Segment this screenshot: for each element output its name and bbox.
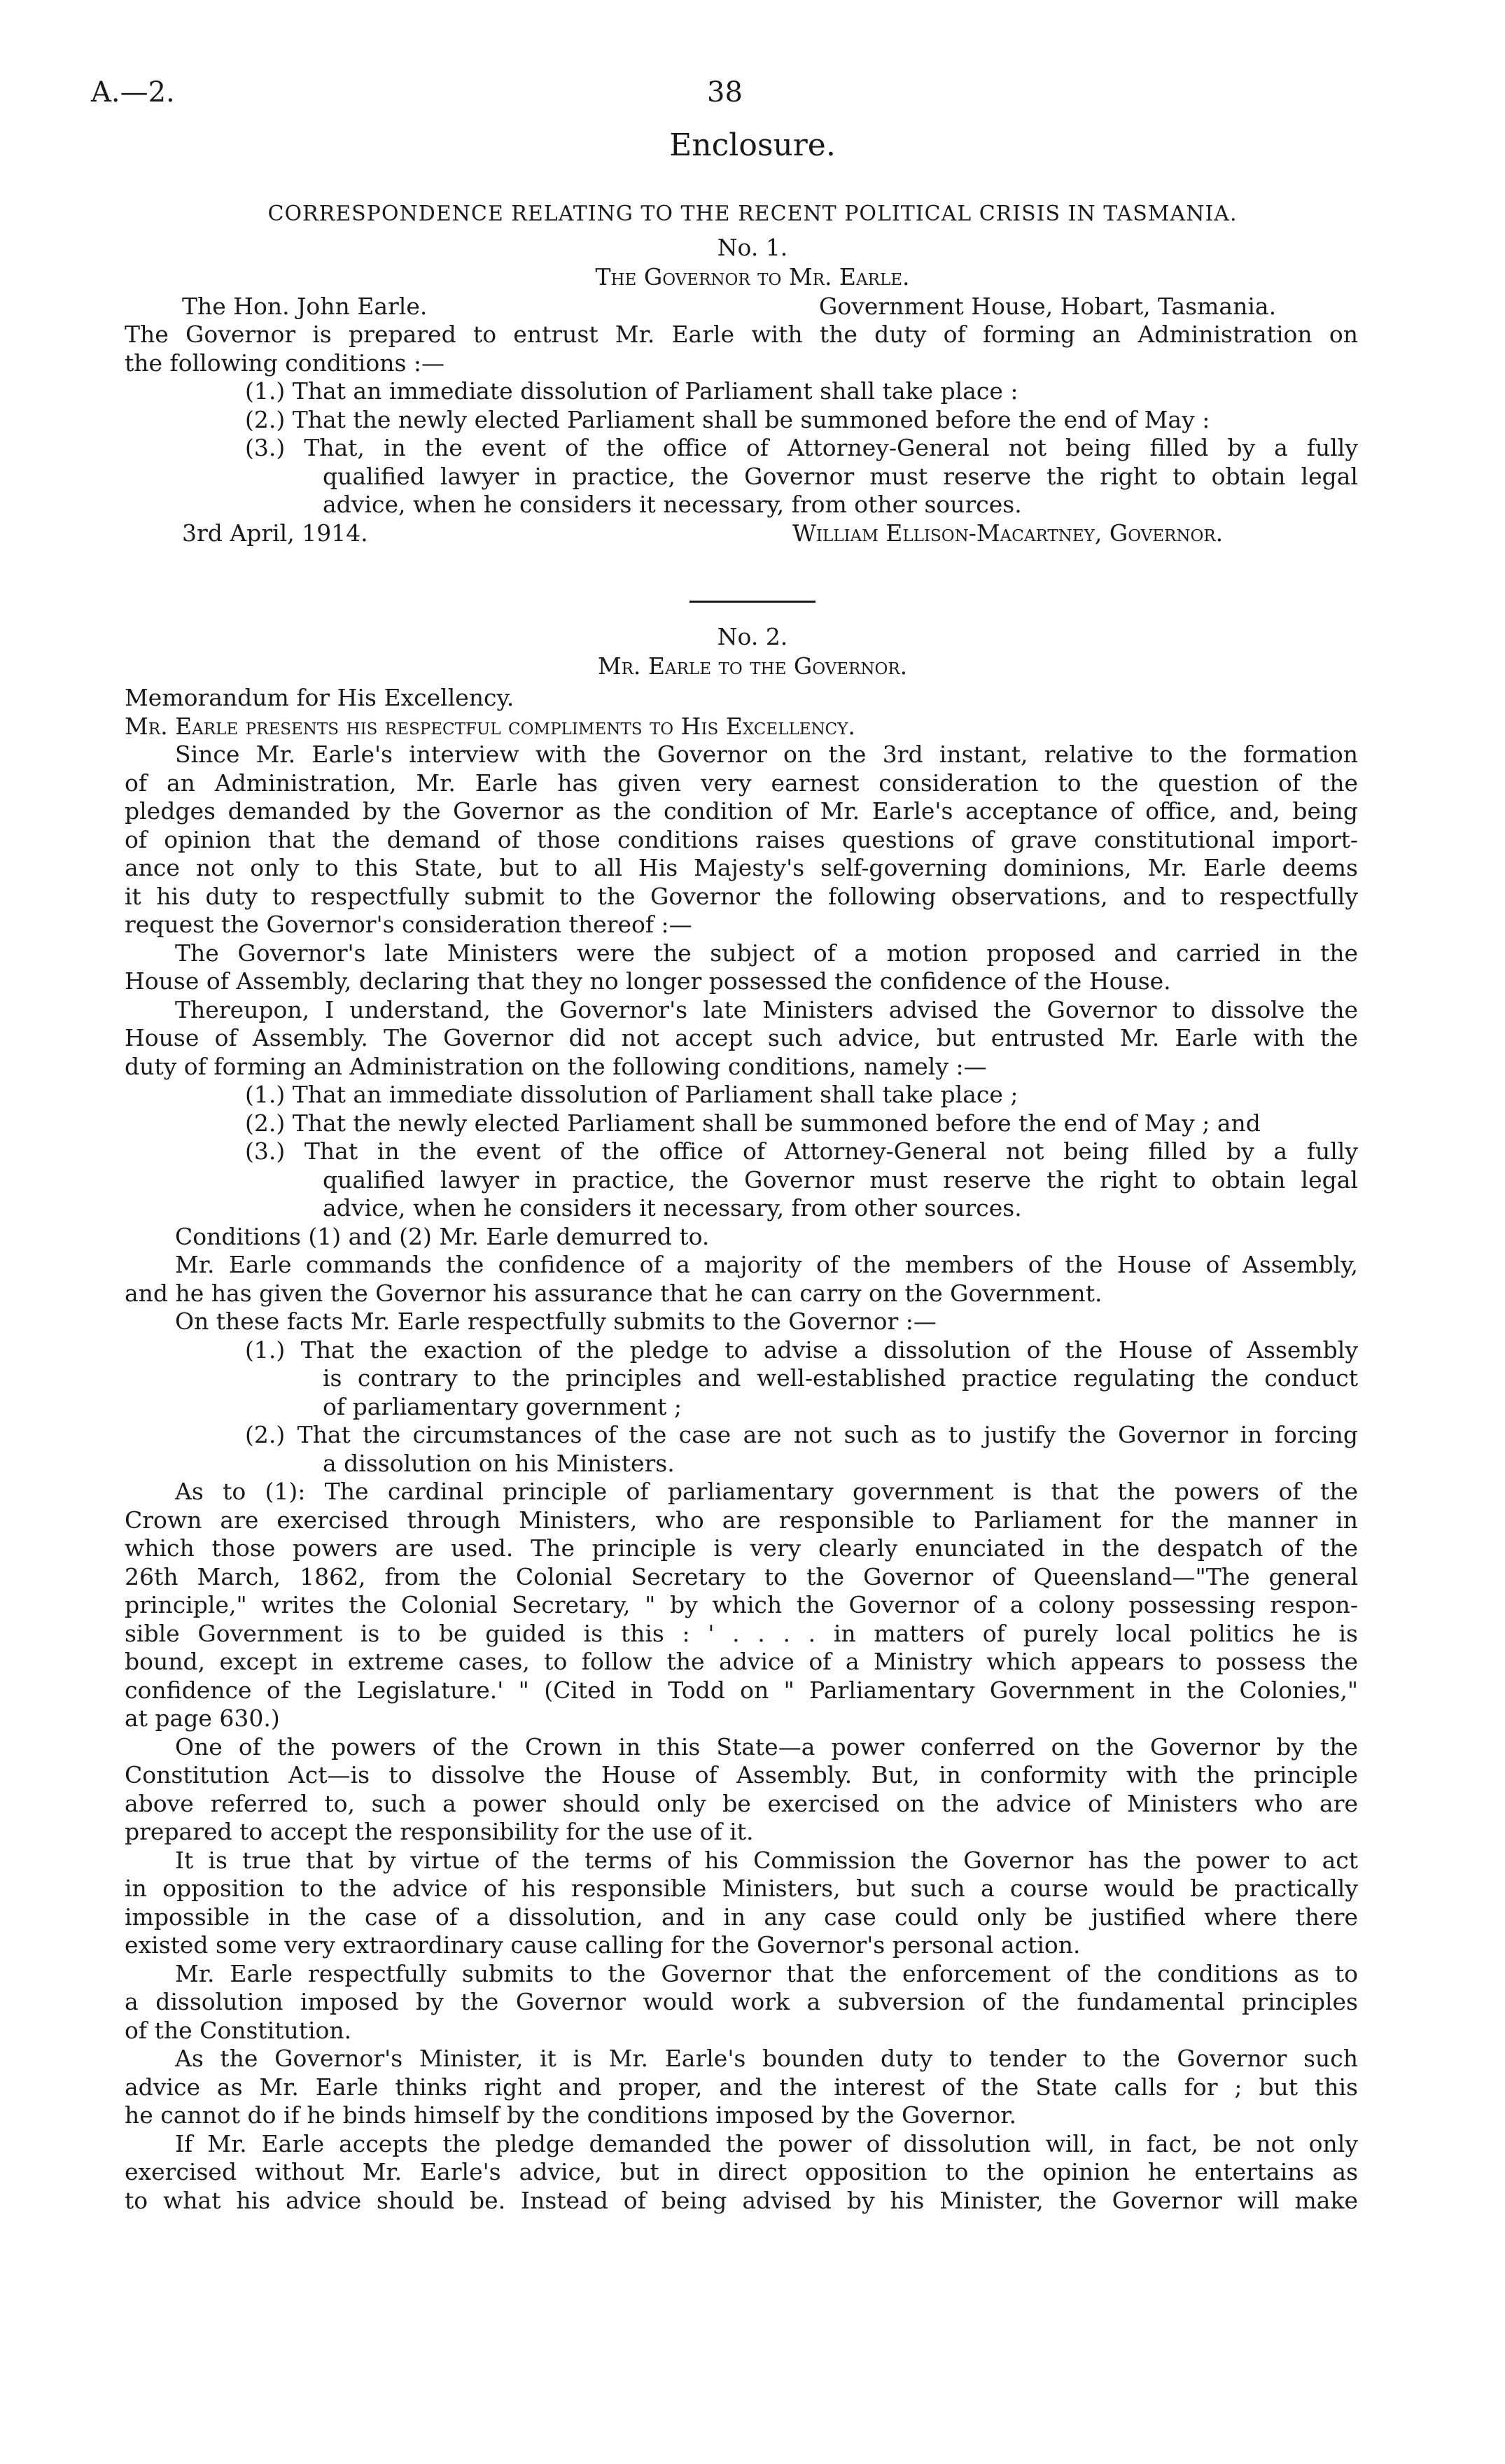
paragraph-line: and he has given the Governor his assurance that he can carry on the Government. bbox=[125, 1279, 1102, 1307]
condition-item: (1.) That an immediate dissolution of Parliament shall take place ; bbox=[245, 1081, 1018, 1108]
paragraph-line: impossible in the case of a dissolution, and in any case could only be justified where there bbox=[125, 1903, 1358, 1931]
doc1-date: 3rd April, 1914. bbox=[182, 519, 368, 547]
submission-item-cont: is contrary to the principles and well-established practice regulating the conduct bbox=[323, 1364, 1358, 1392]
paragraph-line: at page 630.) bbox=[125, 1704, 280, 1732]
doc1-heading: The Governor to Mr. Earle. bbox=[595, 263, 910, 290]
paragraph-line: If Mr. Earle accepts the pledge demanded the power of dissolution will, in fact, be not only bbox=[175, 2129, 1358, 2157]
submission-item-cont: of parliamentary government ; bbox=[323, 1392, 682, 1420]
doc1-line: the following conditions :— bbox=[125, 349, 445, 377]
paragraph-line: bound, except in extreme cases, to follow the advice of a Ministry which appears to possess the bbox=[125, 1648, 1358, 1675]
paragraph-line: sible Government is to be guided is this : ' . . . . in matters of purely local politics he is bbox=[125, 1619, 1358, 1647]
paragraph-line: he cannot do if he binds himself by the conditions imposed by the Governor. bbox=[125, 2101, 1016, 2129]
page-identifier: A.—2. bbox=[91, 76, 175, 108]
doc1-condition: (1.) That an immediate dissolution of Parliament shall take place : bbox=[245, 377, 1018, 405]
paragraph-line: Mr. Earle respectfully submits to the Governor that the enforcement of the conditions as to bbox=[175, 1959, 1358, 1987]
condition-item: (3.) That in the event of the office of Attorney-General not being filled by a fully bbox=[245, 1138, 1358, 1165]
paragraph-line: Constitution Act—is to dissolve the House of Assembly. But, in conformity with the principle bbox=[125, 1761, 1358, 1788]
doc1-condition: (3.) That, in the event of the office of Attorney-General not being filled by a fully bbox=[245, 434, 1358, 461]
paragraph-line: of opinion that the demand of those conditions raises questions of grave constitutional import- bbox=[125, 825, 1358, 853]
submission-item: (1.) That the exaction of the pledge to advise a dissolution of the House of Assembly bbox=[245, 1336, 1358, 1364]
paragraph-line: existed some very extraordinary cause calling for the Governor's personal action. bbox=[125, 1931, 1081, 1959]
paragraph-line: As to (1): The cardinal principle of parliamentary government is that the powers of the bbox=[175, 1478, 1358, 1505]
doc1-condition-cont: qualified lawyer in practice, the Governor must reserve the right to obtain legal bbox=[323, 462, 1358, 490]
paragraph-line: Crown are exercised through Ministers, who are responsible to Parliament for the manner in bbox=[125, 1506, 1358, 1534]
paragraph-line: It is true that by virtue of the terms of his Commission the Governor has the power to act bbox=[175, 1846, 1358, 1874]
paragraph-line: advice as Mr. Earle thinks right and proper, and the interest of the State calls for ; but this bbox=[125, 2073, 1358, 2101]
paragraph-line: Conditions (1) and (2) Mr. Earle demurred to. bbox=[175, 1222, 710, 1250]
condition-item: (2.) That the newly elected Parliament shall be summoned before the end of May ; and bbox=[245, 1109, 1261, 1137]
submission-item: (2.) That the circumstances of the case are not such as to justify the Governor in forcing bbox=[245, 1421, 1358, 1448]
paragraph-line: House of Assembly. The Governor did not accept such advice, but entrusted Mr. Earle with the bbox=[125, 1024, 1358, 1051]
doc2-number: No. 2. bbox=[717, 623, 788, 650]
paragraph-line: to what his advice should be. Instead of being advised by his Minister, the Governor will make bbox=[125, 2186, 1358, 2214]
doc1-line: The Governor is prepared to entrust Mr. Earle with the duty of forming an Administration on bbox=[125, 321, 1358, 348]
condition-item-cont: advice, when he considers it necessary, from other sources. bbox=[323, 1194, 1022, 1222]
doc1-address: Government House, Hobart, Tasmania. bbox=[819, 293, 1277, 320]
doc1-body bbox=[125, 321, 1358, 519]
enclosure-title: Enclosure. bbox=[669, 127, 836, 163]
doc1-condition: (2.) That the newly elected Parliament shall be summoned before the end of May : bbox=[245, 405, 1210, 433]
doc2-heading: Mr. Earle to the Governor. bbox=[597, 652, 908, 680]
paragraph-line: Mr. Earle presents his respectful compliments to His Excellency. bbox=[125, 712, 855, 740]
paragraph-line: One of the powers of the Crown in this State—a power conferred on the Governor by the bbox=[175, 1732, 1358, 1760]
paragraph-line: Since Mr. Earle's interview with the Governor on the 3rd instant, relative to the formation bbox=[175, 741, 1358, 768]
paragraph-line: As the Governor's Minister, it is Mr. Earle's bounden duty to tender to the Governor such bbox=[175, 2045, 1358, 2072]
paragraph-line: prepared to accept the responsibility for the use of it. bbox=[125, 1818, 754, 1845]
paragraph-line: it his duty to respectfully submit to the Governor the following observations, and to respectfully bbox=[125, 882, 1358, 910]
doc1-number: No. 1. bbox=[717, 234, 788, 261]
section-divider bbox=[690, 601, 816, 603]
page-number: 38 bbox=[707, 76, 743, 108]
submission-item-cont: a dissolution on his Ministers. bbox=[323, 1449, 675, 1477]
paragraph-line: House of Assembly, declaring that they no longer possessed the confidence of the House. bbox=[125, 967, 1171, 995]
paragraph-line: ance not only to this State, but to all His Majesty's self-governing dominions, Mr. Earle deems bbox=[125, 854, 1358, 881]
paragraph-line: request the Governor's consideration thereof :— bbox=[125, 911, 692, 938]
correspondence-title: CORRESPONDENCE RELATING TO THE RECENT POLITICAL CRISIS IN TASMANIA. bbox=[267, 202, 1238, 226]
paragraph-line: a dissolution imposed by the Governor would work a subversion of the fundamental principles bbox=[125, 1988, 1358, 2015]
paragraph-line: in opposition to the advice of his responsible Ministers, but such a course would be practically bbox=[125, 1875, 1358, 1902]
paragraph-line: duty of forming an Administration on the following conditions, namely :— bbox=[125, 1052, 987, 1080]
paragraph-line: confidence of the Legislature.' " (Cited in Todd on " Parliamentary Government in the Colonies," bbox=[125, 1676, 1358, 1704]
paragraph-line: The Governor's late Ministers were the subject of a motion proposed and carried in the bbox=[175, 939, 1358, 967]
paragraph-line: Thereupon, I understand, the Governor's late Ministers advised the Governor to dissolve the bbox=[175, 995, 1358, 1023]
paragraph-line: above referred to, such a power should only be exercised on the advice of Ministers who are bbox=[125, 1789, 1358, 1817]
doc1-addressee: The Hon. John Earle. bbox=[182, 293, 428, 320]
doc2-body bbox=[125, 684, 1358, 2215]
paragraph-line: pledges demanded by the Governor as the condition of Mr. Earle's acceptance of office, and, being bbox=[125, 797, 1358, 825]
paragraph-line: which those powers are used. The principle is very clearly enunciated in the despatch of the bbox=[125, 1534, 1358, 1562]
doc1-signature: William Ellison-Macartney, Governor. bbox=[792, 519, 1224, 547]
paragraph-line: of an Administration, Mr. Earle has given very earnest consideration to the question of the bbox=[125, 769, 1358, 797]
paragraph-line: 26th March, 1862, from the Colonial Secretary to the Governor of Queensland—"The general bbox=[125, 1562, 1358, 1590]
paragraph-line: of the Constitution. bbox=[125, 2016, 352, 2044]
memo-heading: Memorandum for His Excellency. bbox=[125, 684, 514, 711]
paragraph-line: Mr. Earle commands the confidence of a majority of the members of the House of Assembly, bbox=[175, 1251, 1358, 1278]
paragraph-line: On these facts Mr. Earle respectfully submits to the Governor :— bbox=[175, 1308, 937, 1335]
doc1-condition-cont: advice, when he considers it necessary, from other sources. bbox=[323, 491, 1022, 518]
condition-item-cont: qualified lawyer in practice, the Governor must reserve the right to obtain legal bbox=[323, 1166, 1358, 1194]
paragraph-line: principle," writes the Colonial Secretary, " by which the Governor of a colony possessing respon- bbox=[125, 1591, 1358, 1618]
paragraph-line: exercised without Mr. Earle's advice, but in direct opposition to the opinion he entertains as bbox=[125, 2158, 1358, 2185]
